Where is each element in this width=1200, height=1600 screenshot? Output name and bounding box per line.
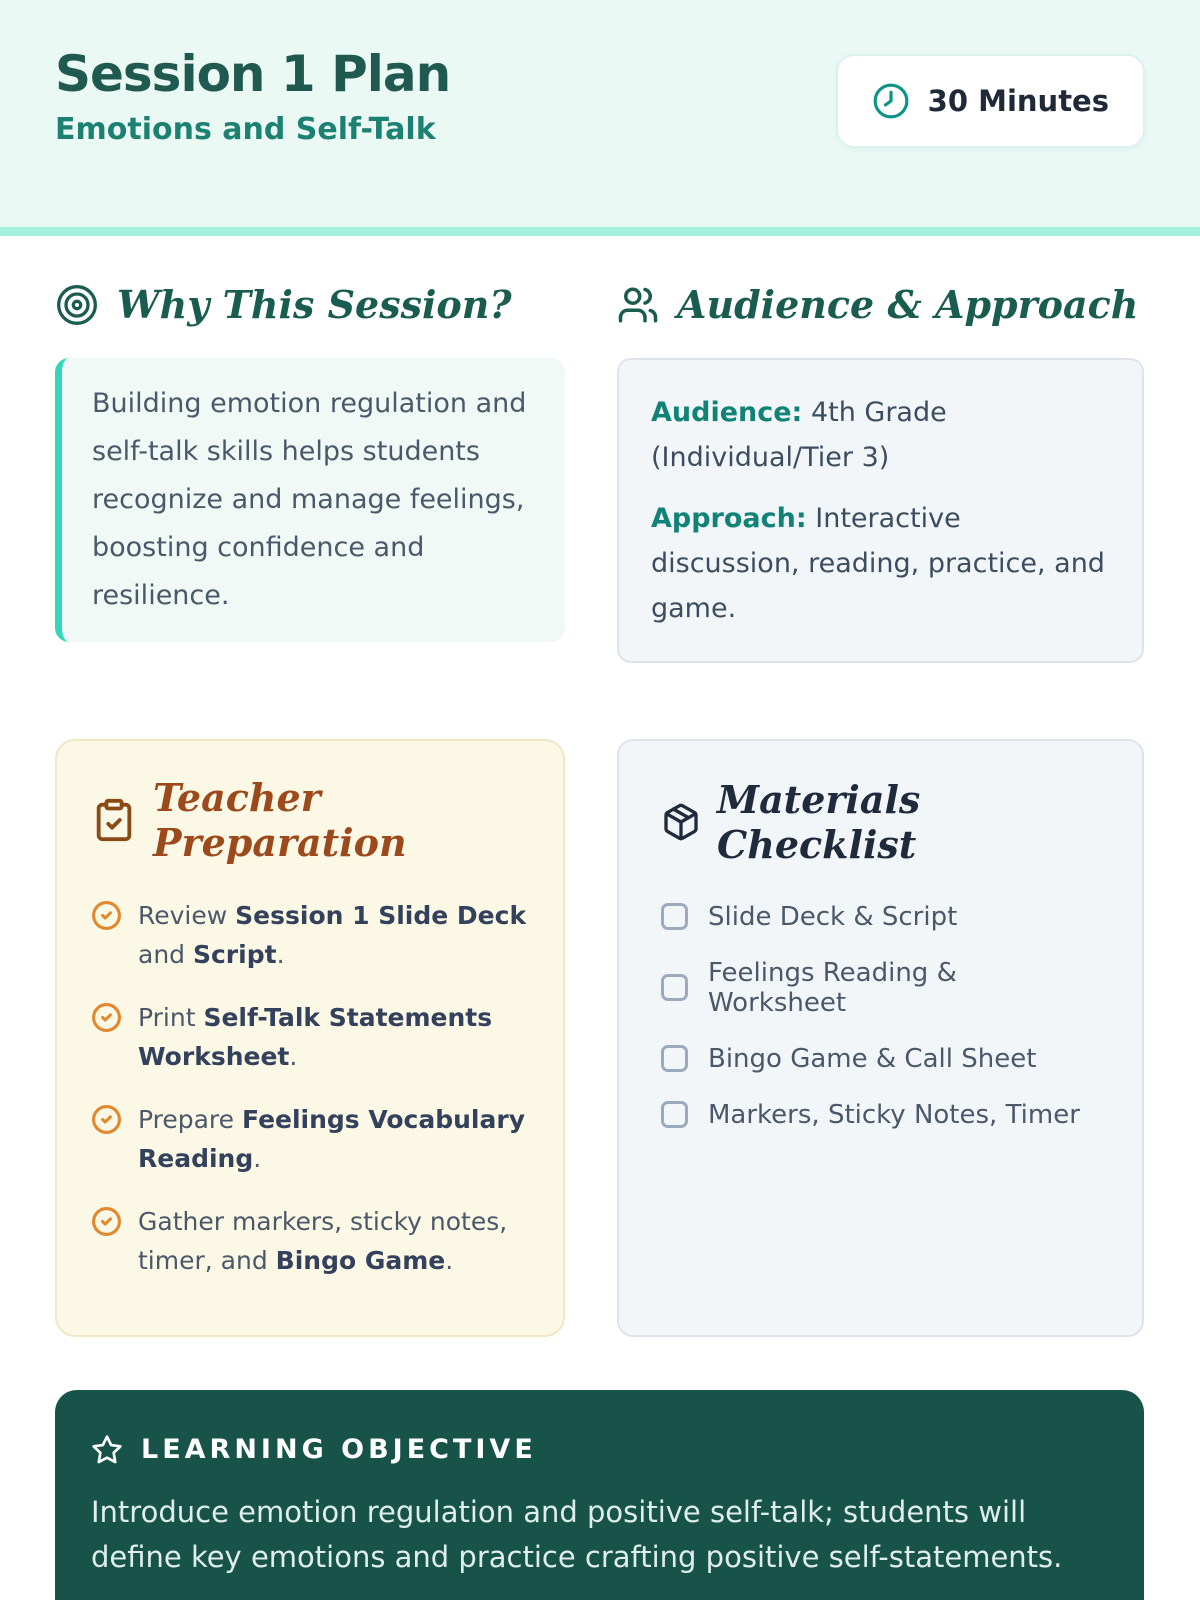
- checkbox[interactable]: [661, 1101, 688, 1128]
- prep-heading: [91, 775, 529, 866]
- approach-value: Interactive discussion, reading, practice, and game.: [651, 502, 1105, 624]
- package-icon: [661, 802, 701, 842]
- checklist-row: [661, 902, 1100, 932]
- checkbox[interactable]: [661, 903, 688, 930]
- checklist-label: Markers, Sticky Notes, Timer: [708, 1099, 1080, 1130]
- checklist-label: Feelings Reading & Worksheet: [708, 957, 957, 1018]
- checklist-row: [661, 1100, 1100, 1130]
- checklist-row: [661, 1044, 1100, 1074]
- checkbox[interactable]: [661, 1045, 688, 1072]
- materials-heading-label: Materials Checklist: [717, 776, 921, 868]
- checklist-label: Slide Deck & Script: [708, 901, 958, 932]
- prep-item-text: Print Self-Talk Statements Worksheet.: [138, 1002, 493, 1071]
- star-icon: [91, 1434, 123, 1466]
- audience-section-heading: [617, 282, 1144, 328]
- prep-item-text: Gather markers, sticky notes, timer, and Bingo Game.: [138, 1206, 508, 1275]
- materials-checklist-panel: [617, 739, 1144, 1337]
- main-content: [0, 282, 1200, 1600]
- prep-list: [91, 896, 529, 1280]
- objective-body-text: Introduce emotion regulation and positive self-talk; students will define key emotions and practice crafting positive self-statements.: [91, 1494, 1063, 1574]
- audience-value: 4th Grade (Individual/Tier 3): [651, 396, 947, 473]
- prep-heading-label: Teacher Preparation: [153, 774, 407, 866]
- why-body-text: Building emotion regulation and self-talk skills helps students recognize and manage feelings, boosting confidence and resilience.: [92, 387, 527, 611]
- why-callout: [55, 358, 565, 642]
- header-titles: [55, 46, 450, 147]
- circle-check-icon: [91, 1002, 122, 1033]
- audience-label: Audience:: [651, 396, 803, 428]
- why-section-heading: [55, 282, 565, 328]
- checklist-row: [661, 958, 1100, 1018]
- circle-check-icon: [91, 1104, 122, 1135]
- approach-line: [651, 496, 1110, 631]
- teacher-preparation-panel: [55, 739, 565, 1337]
- users-icon: [617, 284, 659, 326]
- circle-check-icon: [91, 900, 122, 931]
- checkbox[interactable]: [661, 974, 688, 1001]
- prep-item-text: Prepare Feelings Vocabulary Reading.: [138, 1104, 525, 1173]
- prep-item: [91, 896, 529, 974]
- page-title: Session 1 Plan: [55, 45, 451, 103]
- why-heading-label: Why This Session?: [117, 282, 512, 327]
- duration-badge: [836, 54, 1145, 148]
- prep-item: [91, 998, 529, 1076]
- header: [0, 0, 1200, 236]
- circle-check-icon: [91, 1206, 122, 1237]
- page-subtitle: Emotions and Self-Talk: [55, 111, 436, 147]
- audience-line: [651, 390, 1110, 480]
- objective-heading: [91, 1434, 1108, 1466]
- clipboard-check-icon: [91, 797, 137, 843]
- materials-list: [661, 902, 1100, 1130]
- audience-heading-label: Audience & Approach: [677, 282, 1139, 327]
- approach-label: Approach:: [651, 502, 807, 534]
- materials-heading: [661, 777, 1100, 868]
- prep-item: [91, 1100, 529, 1178]
- objective-heading-label: LEARNING OBJECTIVE: [141, 1434, 537, 1466]
- target-icon: [55, 283, 99, 327]
- clock-icon: [872, 82, 910, 120]
- audience-panel: [617, 358, 1144, 663]
- learning-objective-panel: [55, 1390, 1144, 1600]
- checklist-label: Bingo Game & Call Sheet: [708, 1043, 1037, 1074]
- prep-item-text: Review Session 1 Slide Deck and Script.: [138, 900, 527, 969]
- prep-item: [91, 1202, 529, 1280]
- duration-text: 30 Minutes: [927, 84, 1109, 118]
